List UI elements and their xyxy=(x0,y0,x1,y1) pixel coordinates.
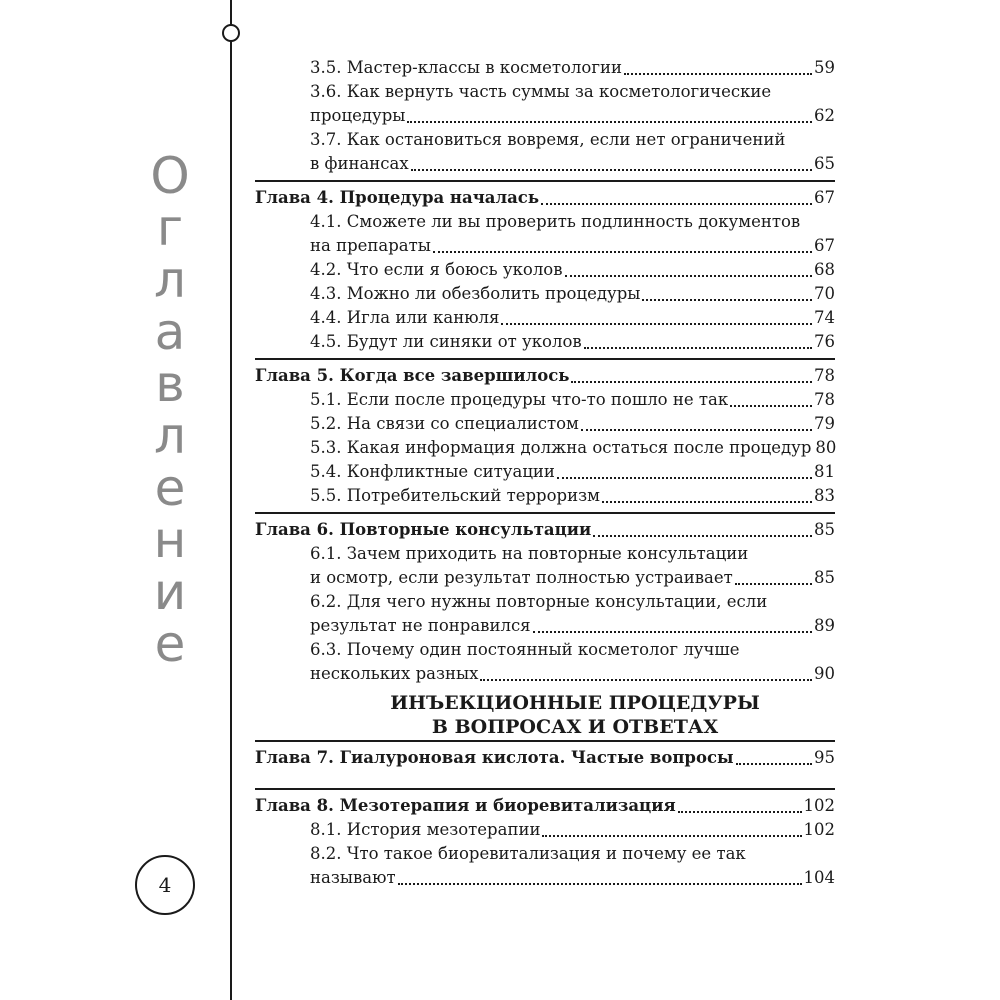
toc-chapter-page: 102 xyxy=(803,796,835,815)
toc-entry[interactable] xyxy=(310,210,835,234)
toc-entry-page: 78 xyxy=(814,390,835,409)
toc-chapter-title: Глава 4. Процедура началась xyxy=(255,188,540,207)
toc-chapter-5[interactable] xyxy=(255,364,835,388)
toc-entry[interactable] xyxy=(310,436,835,460)
section-heading-line-2: В ВОПРОСАХ И ОТВЕТАХ xyxy=(431,716,719,738)
toc-leader-dots xyxy=(624,73,812,75)
toc-leader-dots xyxy=(533,631,812,633)
toc-entry-title: 4.2. Что если я боюсь уколов xyxy=(310,260,563,279)
toc-leader-dots xyxy=(557,477,812,479)
toc-entry[interactable] xyxy=(310,412,835,436)
toc-entry-title: 5.5. Потребительский терроризм xyxy=(310,486,600,505)
toc-entry-title: 3.5. Мастер-классы в косметологии xyxy=(310,58,622,77)
toc-chapter-title: Глава 7. Гиалуроновая кислота. Частые вопросы xyxy=(255,748,734,767)
toc-chapter-8[interactable] xyxy=(255,794,835,818)
toc-entry-title: 4.1. Сможете ли вы проверить подлинность документов xyxy=(310,212,801,231)
toc-entry-title: 3.6. Как вернуть часть суммы за косметологические xyxy=(310,82,772,101)
toc-entry-title: 4.3. Можно ли обезболить процедуры xyxy=(310,284,641,303)
toc-entry[interactable] xyxy=(310,128,835,152)
toc-entry-page: 59 xyxy=(814,58,835,77)
toc-entry-page: 102 xyxy=(803,820,835,839)
toc-entry[interactable] xyxy=(310,542,835,566)
toc-chapter-6[interactable] xyxy=(255,518,835,542)
section-separator xyxy=(255,512,835,514)
toc-entry[interactable] xyxy=(310,866,835,890)
toc-entry-title: 6.3. Почему один постоянный косметолог лучше xyxy=(310,640,740,659)
toc-chapter-page: 78 xyxy=(814,366,835,385)
toc-entry-title: и осмотр, если результат полностью устраивает xyxy=(310,568,733,587)
toc-entry[interactable] xyxy=(310,460,835,484)
toc-entry-title: называют xyxy=(310,868,396,887)
side-title-letter: л xyxy=(154,251,186,309)
toc-entry[interactable] xyxy=(310,818,835,842)
toc-entry[interactable] xyxy=(310,484,835,508)
toc-leader-dots xyxy=(642,299,812,301)
toc-entry[interactable] xyxy=(310,234,835,258)
toc-entry-page: 85 xyxy=(814,568,835,587)
section-separator xyxy=(255,740,835,742)
toc-entry-page: 62 xyxy=(814,106,835,125)
toc-chapter-4[interactable] xyxy=(255,186,835,210)
toc-leader-dots xyxy=(541,203,812,205)
side-title-letter: а xyxy=(154,303,186,361)
toc-entry[interactable] xyxy=(310,614,835,638)
toc-entry[interactable] xyxy=(310,566,835,590)
toc-entry-page: 74 xyxy=(814,308,835,327)
toc-entry-title: 8.1. История мезотерапии xyxy=(310,820,541,839)
section-heading-line-1: ИНЪЕКЦИОННЫЕ ПРОЦЕДУРЫ xyxy=(390,692,760,714)
toc-entry-page: 104 xyxy=(803,868,835,887)
toc-entry-title: 5.4. Конфликтные ситуации xyxy=(310,462,555,481)
toc-entry-page: 68 xyxy=(814,260,835,279)
vertical-rule xyxy=(230,0,232,1000)
toc-leader-dots xyxy=(433,251,812,253)
toc-entry[interactable] xyxy=(310,104,835,128)
page-number xyxy=(135,855,195,915)
side-title-letter: л xyxy=(154,407,186,465)
toc-entry[interactable] xyxy=(310,282,835,306)
toc-chapter-page: 95 xyxy=(814,748,835,767)
toc-entry-page: 67 xyxy=(814,236,835,255)
toc-entry-title: 6.2. Для чего нужны повторные консультации, если xyxy=(310,592,768,611)
toc-entry-title: в финансах xyxy=(310,154,409,173)
rule-ring-ornament xyxy=(222,24,240,42)
toc-entry-title: 5.1. Если после процедуры что-то пошло не так xyxy=(310,390,729,409)
toc-leader-dots xyxy=(736,763,812,765)
toc-chapter-7[interactable] xyxy=(255,746,835,770)
side-title-vertical xyxy=(140,147,200,673)
toc-leader-dots xyxy=(542,835,801,837)
toc-entry-title: 4.5. Будут ли синяки от уколов xyxy=(310,332,582,351)
toc-chapter-title: Глава 5. Когда все завершилось xyxy=(255,366,570,385)
toc-entry[interactable] xyxy=(310,80,835,104)
toc-entry[interactable] xyxy=(310,56,835,80)
toc-entry[interactable] xyxy=(310,638,835,662)
toc-entry-title: на препараты xyxy=(310,236,431,255)
page-number-label: 4 xyxy=(158,873,172,897)
toc-entry-title: результат не понравился xyxy=(310,616,531,635)
toc-entry-page: 76 xyxy=(814,332,835,351)
toc-chapter-title: Глава 8. Мезотерапия и биоревитализация xyxy=(255,796,676,815)
toc-entry-title: нескольких разных xyxy=(310,664,479,683)
toc-entry[interactable] xyxy=(310,388,835,412)
toc-entry[interactable] xyxy=(310,330,835,354)
toc-entry-title: 5.2. На связи со специалистом xyxy=(310,414,579,433)
toc-leader-dots xyxy=(593,535,812,537)
side-title-letter: в xyxy=(155,355,185,413)
section-separator xyxy=(255,180,835,182)
toc-leader-dots xyxy=(581,429,812,431)
toc-leader-dots xyxy=(730,405,812,407)
toc-entry[interactable] xyxy=(310,258,835,282)
toc-entry-title: 3.7. Как остановиться вовремя, если нет ограничений xyxy=(310,130,786,149)
toc-leader-dots xyxy=(602,501,812,503)
side-title-letter: е xyxy=(154,615,186,673)
toc-chapter-page: 85 xyxy=(814,520,835,539)
toc-leader-dots xyxy=(735,583,812,585)
section-separator xyxy=(255,788,835,790)
toc-entry-page: 70 xyxy=(814,284,835,303)
toc-entry-title: 5.3. Какая информация должна остаться после процедур xyxy=(310,438,812,457)
toc-entry-page: 81 xyxy=(814,462,835,481)
toc-chapter-title: Глава 6. Повторные консультации xyxy=(255,520,592,539)
side-title-letter: О xyxy=(150,147,190,205)
toc-leader-dots xyxy=(407,121,812,123)
toc-entry[interactable] xyxy=(310,662,835,686)
side-title-letter: г xyxy=(156,199,184,257)
toc-leader-dots xyxy=(565,275,812,277)
toc-entry[interactable] xyxy=(310,590,835,614)
toc-leader-dots xyxy=(678,811,802,813)
toc-entry[interactable] xyxy=(310,842,835,866)
section-separator xyxy=(255,358,835,360)
toc-leader-dots xyxy=(571,381,812,383)
side-title-letter: и xyxy=(153,563,187,621)
toc-entry-title: 8.2. Что такое биоревитализация и почему ее так xyxy=(310,844,746,863)
toc-entry-page: 90 xyxy=(814,664,835,683)
toc-leader-dots xyxy=(411,169,812,171)
toc-entry[interactable] xyxy=(310,306,835,330)
toc-leader-dots xyxy=(480,679,812,681)
side-title-letter: е xyxy=(154,459,186,517)
toc-entry-page: 79 xyxy=(814,414,835,433)
toc-entry-title: 6.1. Зачем приходить на повторные консультации xyxy=(310,544,749,563)
toc-entry-page: 89 xyxy=(814,616,835,635)
toc-entry[interactable] xyxy=(310,152,835,176)
toc-entry-page: 83 xyxy=(814,486,835,505)
toc-entry-page: 80 xyxy=(815,438,837,457)
toc-leader-dots xyxy=(584,347,812,349)
toc-entry-page: 65 xyxy=(814,154,835,173)
toc-leader-dots xyxy=(398,883,802,885)
toc-entry-title: процедуры xyxy=(310,106,406,125)
toc-entry-title: 4.4. Игла или канюля xyxy=(310,308,500,327)
toc-leader-dots xyxy=(501,323,812,325)
side-title-letter: н xyxy=(153,511,187,569)
toc-chapter-page: 67 xyxy=(814,188,835,207)
